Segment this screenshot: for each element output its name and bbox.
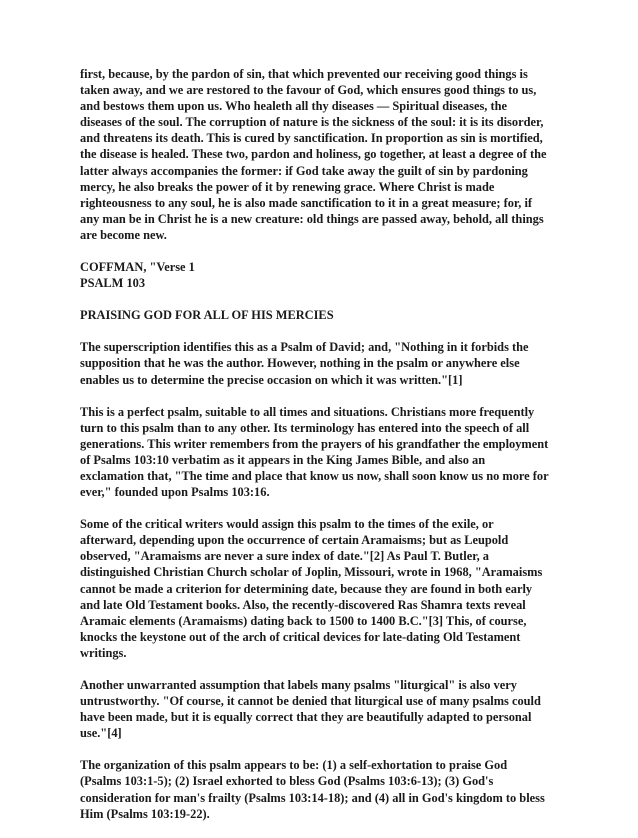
source-line-coffman: COFFMAN, "Verse 1	[80, 260, 195, 275]
section-heading: PRAISING GOD FOR ALL OF HIS MERCIES	[80, 308, 334, 323]
source-line-psalm: PSALM 103	[80, 276, 146, 291]
commentary-paragraph-continued: first, because, by the pardon of sin, that which prevented our receiving good things is taken away, and we are restored to the favour of God, which ensures good things to us, and bestows them upon us. Who healeth all thy diseases — Spiritual diseases, the diseases of the soul. The corruption of nature is the sickness of the soul: it is its disorder, and threatens its death. This is cured by sanctification. In proportion as sin is mortified, the disease is healed. These two, pardon and holiness, go together, at least a degree of the latter always accompanies the former: if God take away the guilt of sin by pardoning mercy, he also breaks the power of it by renewing grace. Where Christ is made righteousness to any soul, he is also made sanctification to it in a great measure; for, if any man be in Christ he is a new creature: old things are passed away, behold, all things are become new.	[80, 67, 547, 242]
document-page	[80, 66, 550, 838]
paragraph-liturgical: Another unwarranted assumption that labels many psalms "liturgical" is also very untrustworthy. "Of course, it cannot be denied that liturgical use of many psalms could have been made, but it is equally correct that they are beautifully adapted to personal use."[4]	[80, 678, 541, 741]
source-attribution	[80, 259, 550, 291]
paragraph-perfect-psalm: This is a perfect psalm, suitable to all times and situations. Christians more frequently turn to this psalm than to any other. Its terminology has entered into the speech of all generations. This writer remembers from the prayers of his grandfather the employment of Psalms 103:10 verbatim as it appears in the King James Bible, and also an exclamation that, "The time and place that know us now, shall soon know us no more for ever," founded upon Psalms 103:16.	[80, 404, 549, 500]
paragraph-organization: The organization of this psalm appears to be: (1) a self-exhortation to praise God (Psalms 103:1-5); (2) Israel exhorted to bless God (Psalms 103:6-13); (3) God's consideration for man's frailty (Psalms 103:14-18); and (4) all in God's kingdom to bless Him (Psalms 103:19-22).	[80, 758, 545, 821]
paragraph-critical-writers: Some of the critical writers would assign this psalm to the times of the exile, or afterward, depending upon the occurrence of certain Aramaisms; but as Leupold observed, "Aramaisms are never a sure index of date."[2] As Paul T. Butler, a distinguished Christian Church scholar of Joplin, Missouri, wrote in 1968, "Aramaisms cannot be made a criterion for determining date, because they are found in both early and late Old Testament books. Also, the recently-discovered Ras Shamra texts reveal Aramaic elements (Aramaisms) dating back to 1500 to 1400 B.C."[3] This, of course, knocks the keystone out of the arch of critical devices for late-dating Old Testament writings.	[80, 517, 543, 660]
paragraph-superscription: The superscription identifies this as a Psalm of David; and, "Nothing in it forbids the supposition that he was the author. However, nothing in the psalm or anywhere else enables us to determine the precise occasion on which it was written."[1]	[80, 340, 529, 387]
